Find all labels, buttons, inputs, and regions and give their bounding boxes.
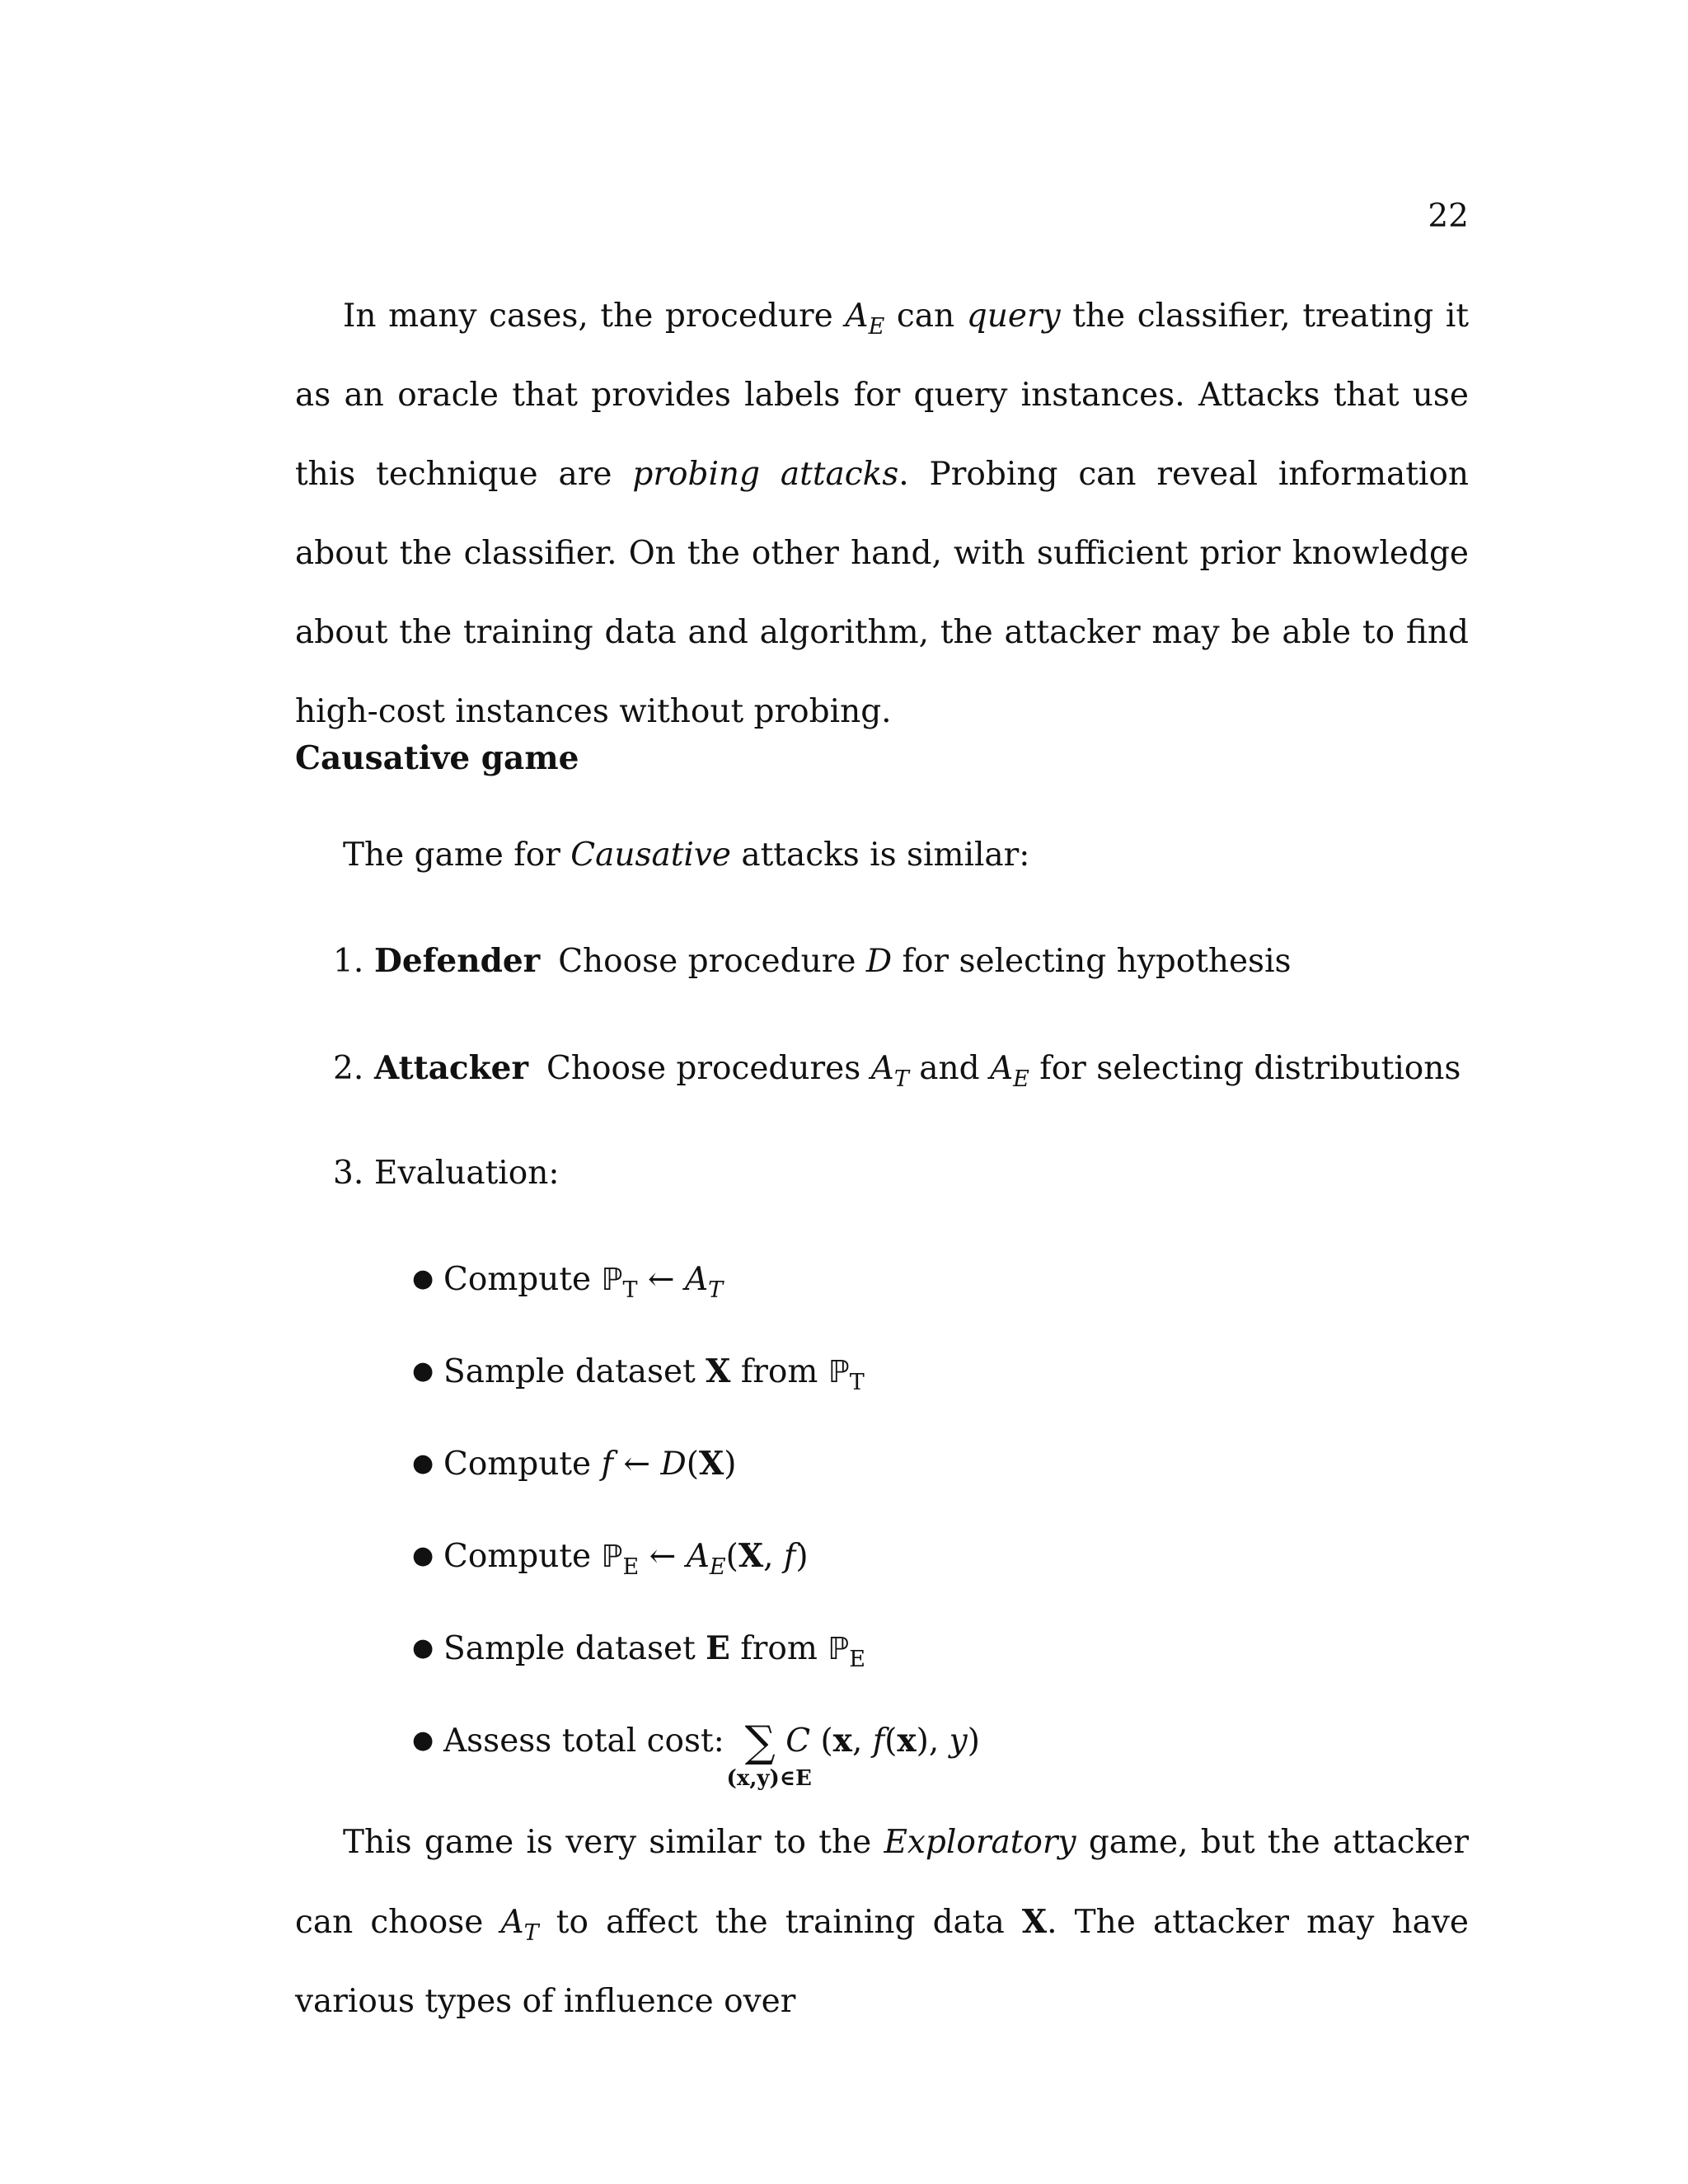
bullet-sample-e <box>412 1624 865 1674</box>
math-comma: , <box>763 1538 784 1575</box>
page-number: 22 <box>1428 198 1469 235</box>
text: This game is very similar to the <box>343 1824 884 1861</box>
text: . The attacker may have various types of influence over <box>295 1904 1469 2020</box>
math-X: X <box>698 1445 724 1483</box>
math-x: x <box>832 1722 852 1760</box>
section-heading: Causative game <box>295 739 579 777</box>
text: Compute <box>443 1446 602 1483</box>
text: from <box>730 1353 828 1390</box>
enum-label: Attacker <box>374 1049 529 1087</box>
math-blackboard-P: ℙ <box>601 1262 623 1297</box>
math-comma: , <box>928 1722 950 1760</box>
bullet-sample-x <box>412 1347 865 1397</box>
enum-item-defender <box>333 936 1292 987</box>
math-blackboard-P: ℙ <box>828 1631 850 1666</box>
math-subscript: T <box>622 1277 638 1303</box>
math-A: A <box>845 298 869 335</box>
math-f: f <box>872 1722 885 1760</box>
text: The game for <box>343 837 571 874</box>
math-y: y <box>949 1722 968 1760</box>
math-paren: ) <box>967 1722 980 1760</box>
math-X: X <box>738 1537 764 1575</box>
text: to affect the training data <box>538 1904 1022 1941</box>
math-f: f <box>783 1538 796 1575</box>
math-D: D <box>865 943 893 980</box>
text: Sample dataset <box>443 1353 706 1390</box>
text: for selecting hypothesis <box>892 943 1292 980</box>
math-arrow: ← <box>639 1538 687 1575</box>
math-A: A <box>989 1050 1014 1087</box>
text: attacks is similar: <box>730 837 1030 874</box>
bullet-dot-icon: ● <box>412 1264 434 1293</box>
emphasis-causative: Causative <box>570 837 731 874</box>
text: for selecting distributions <box>1029 1050 1461 1087</box>
math-A: A <box>685 1261 709 1298</box>
math-subscript: E <box>868 314 885 340</box>
text: can <box>884 298 967 335</box>
text: Compute <box>443 1261 602 1298</box>
enum-item-evaluation <box>333 1149 559 1198</box>
text: the classifier, treating it as an oracle that provides labels for query instances. Attacks that use this technique are <box>295 298 1469 493</box>
emphasis-probing-attacks: probing attacks <box>632 456 899 493</box>
math-C: C <box>785 1722 811 1760</box>
enum-item-attacker <box>333 1043 1461 1094</box>
text: game, but the attacker can choose <box>295 1824 1469 1941</box>
math-subscript: E <box>709 1554 726 1580</box>
bullet-compute-f <box>412 1439 736 1489</box>
math-X: X <box>706 1352 731 1390</box>
math-paren: ( <box>725 1538 738 1575</box>
emphasis-exploratory: Exploratory <box>884 1824 1076 1861</box>
summation <box>726 1717 812 1791</box>
sum-sign: ∑ <box>744 1718 776 1767</box>
text: Choose procedure <box>558 943 866 980</box>
enum-label: Evaluation: <box>374 1155 560 1192</box>
math-subscript: T <box>708 1277 724 1303</box>
math-subscript: T <box>893 1066 909 1092</box>
enum-number: 2. <box>333 1050 364 1087</box>
bullet-compute-pe <box>412 1531 809 1582</box>
math-paren: ( <box>686 1446 699 1483</box>
math-A: A <box>686 1538 710 1575</box>
math-subscript: E <box>1013 1066 1029 1092</box>
emphasis-query: query <box>966 298 1061 335</box>
math-paren: ( <box>810 1722 833 1760</box>
bullet-assess-cost <box>412 1716 980 1791</box>
lead-sentence <box>343 831 1029 880</box>
math-arrow: ← <box>612 1446 661 1483</box>
bullet-dot-icon: ● <box>412 1541 434 1570</box>
text: from <box>729 1630 828 1667</box>
math-blackboard-P: ℙ <box>828 1354 850 1390</box>
bullet-dot-icon: ● <box>412 1449 434 1478</box>
math-A: A <box>500 1904 524 1941</box>
math-A: A <box>870 1050 894 1087</box>
enum-number: 1. <box>333 943 364 980</box>
math-D: D <box>660 1446 687 1483</box>
math-subscript: T <box>523 1920 539 1946</box>
math-f: f <box>601 1446 613 1483</box>
math-subscript: E <box>622 1554 640 1580</box>
math-x: x <box>897 1722 917 1760</box>
text: Sample dataset <box>443 1630 706 1667</box>
math-blackboard-P: ℙ <box>601 1539 623 1574</box>
math-arrow: ← <box>637 1261 685 1298</box>
math-E: E <box>706 1629 730 1667</box>
text: Choose procedures <box>546 1050 871 1087</box>
text: Assess total cost: <box>443 1722 735 1760</box>
math-paren: ) <box>916 1722 929 1760</box>
bullet-compute-pt <box>412 1254 723 1305</box>
enum-number: 3. <box>333 1155 364 1192</box>
text: and <box>908 1050 990 1087</box>
sum-subscript: (x,y)∈E <box>726 1766 812 1791</box>
math-X: X <box>1021 1903 1048 1941</box>
bullet-dot-icon: ● <box>412 1633 434 1662</box>
text: In many cases, the procedure <box>343 298 846 335</box>
math-subscript: E <box>849 1647 865 1672</box>
bullet-dot-icon: ● <box>412 1726 434 1755</box>
text: Compute <box>443 1538 602 1575</box>
math-paren: ) <box>795 1538 809 1575</box>
paragraph-exploratory <box>295 1803 1469 2041</box>
paragraph-probing <box>295 277 1469 752</box>
text: . Probing can reveal information about the classifier. On the other hand, with sufficient prior knowledge about the training data and algorithm, the attacker may be able to find high-cost instances without probing. <box>295 456 1469 730</box>
math-comma: , <box>851 1722 873 1760</box>
bullet-dot-icon: ● <box>412 1357 434 1385</box>
math-subscript: T <box>849 1370 865 1395</box>
math-paren: ) <box>724 1446 737 1483</box>
enum-label: Defender <box>374 942 541 980</box>
math-paren: ( <box>884 1722 898 1760</box>
